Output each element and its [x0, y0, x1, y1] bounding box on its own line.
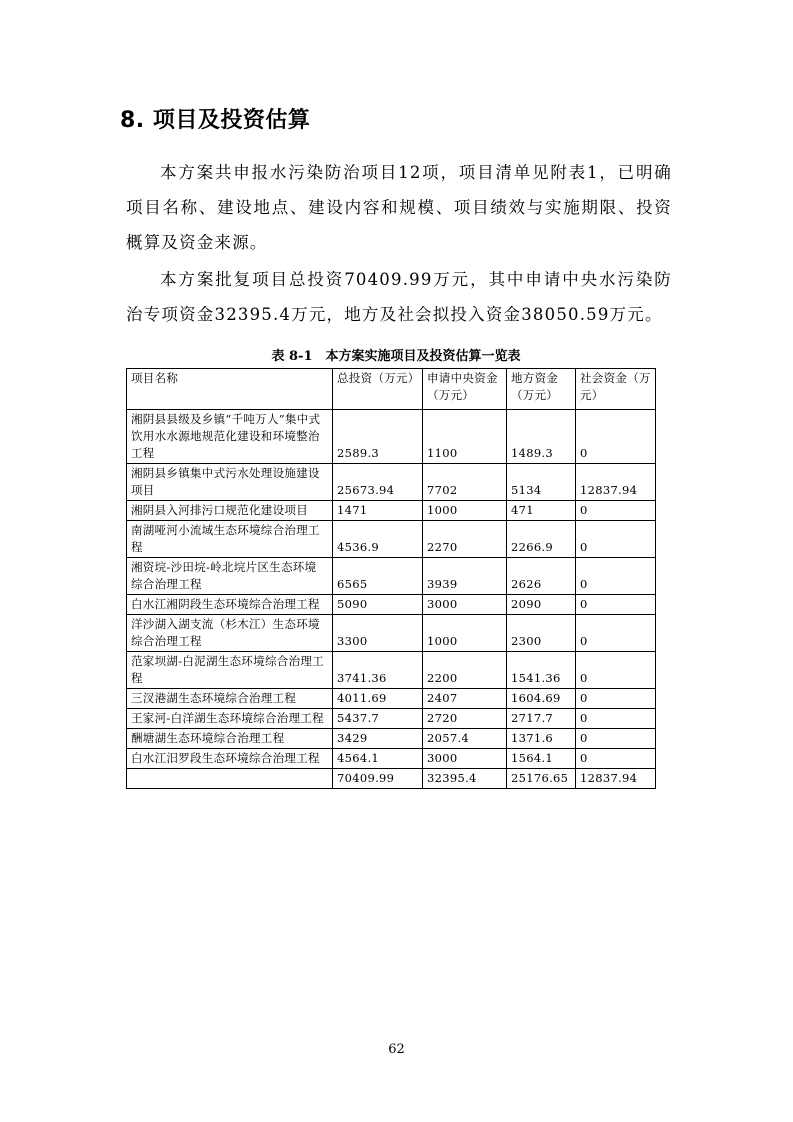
cell-local: 1541.36 — [507, 652, 576, 689]
table-row — [127, 410, 656, 464]
cell-local: 2626 — [507, 558, 576, 595]
cell-local: 2300 — [507, 615, 576, 652]
header-social-funds: 社会资金（万元） — [576, 369, 656, 410]
cell-project-name: 王家河-白洋湖生态环境综合治理工程 — [127, 709, 333, 729]
header-central-funds: 申请中央资金（万元） — [423, 369, 507, 410]
cell-social: 0 — [576, 709, 656, 729]
cell-central: 2720 — [423, 709, 507, 729]
cell-local: 2266.9 — [507, 521, 576, 558]
paragraph-overview: 本方案共申报水污染防治项目12项，项目清单见附表1，已明确项目名称、建设地点、建设内容和规模、项目绩效与实施期限、投资概算及资金来源。 — [126, 163, 672, 252]
cell-project-name: 洋沙湖入湖支流（杉木江）生态环境综合治理工程 — [127, 615, 333, 652]
table-row — [127, 501, 656, 521]
table-row — [127, 749, 656, 769]
paragraph-investment: 本方案批复项目总投资70409.99万元，其中申请中央水污染防治专项资金32395.4万元，地方及社会拟投入资金38050.59万元。 — [126, 270, 672, 324]
cell-project-name: 酬塘湖生态环境综合治理工程 — [127, 729, 333, 749]
table-row — [127, 521, 656, 558]
cell-total-sum: 70409.99 — [333, 769, 423, 789]
cell-social-sum: 12837.94 — [576, 769, 656, 789]
cell-local: 1371.6 — [507, 729, 576, 749]
cell-local: 1489.3 — [507, 410, 576, 464]
table-row — [127, 558, 656, 595]
cell-social: 0 — [576, 615, 656, 652]
cell-project-name: 湘阴县乡镇集中式污水处理设施建设项目 — [127, 464, 333, 501]
cell-total: 3429 — [333, 729, 423, 749]
cell-central-sum: 32395.4 — [423, 769, 507, 789]
cell-total: 1471 — [333, 501, 423, 521]
cell-social: 0 — [576, 749, 656, 769]
cell-project-name: 白水江湘阴段生态环境综合治理工程 — [127, 595, 333, 615]
table-row — [127, 709, 656, 729]
cell-project-name: 三汊港湖生态环境综合治理工程 — [127, 689, 333, 709]
cell-total: 5437.7 — [333, 709, 423, 729]
cell-total: 4536.9 — [333, 521, 423, 558]
cell-total: 3741.36 — [333, 652, 423, 689]
cell-social: 0 — [576, 410, 656, 464]
table-row — [127, 729, 656, 749]
cell-social: 0 — [576, 558, 656, 595]
cell-social: 0 — [576, 501, 656, 521]
cell-central: 3000 — [423, 595, 507, 615]
cell-project-name: 湘阴县县级及乡镇“千吨万人”集中式饮用水水源地规范化建设和环境整治工程 — [127, 410, 333, 464]
cell-social: 0 — [576, 521, 656, 558]
cell-central: 2057.4 — [423, 729, 507, 749]
cell-social: 0 — [576, 729, 656, 749]
cell-total: 2589.3 — [333, 410, 423, 464]
cell-total: 4564.1 — [333, 749, 423, 769]
cell-total-label — [127, 769, 333, 789]
cell-social: 0 — [576, 595, 656, 615]
page-number: 62 — [388, 1042, 405, 1057]
cell-total: 6565 — [333, 558, 423, 595]
table-row — [127, 652, 656, 689]
cell-total: 5090 — [333, 595, 423, 615]
cell-total: 25673.94 — [333, 464, 423, 501]
cell-social: 12837.94 — [576, 464, 656, 501]
table-row — [127, 595, 656, 615]
cell-local-sum: 25176.65 — [507, 769, 576, 789]
cell-project-name: 湘阴县入河排污口规范化建设项目 — [127, 501, 333, 521]
cell-local: 2090 — [507, 595, 576, 615]
header-project-name: 项目名称 — [127, 369, 333, 410]
cell-local: 471 — [507, 501, 576, 521]
cell-central: 1100 — [423, 410, 507, 464]
cell-total: 4011.69 — [333, 689, 423, 709]
cell-local: 1564.1 — [507, 749, 576, 769]
table-caption: 表 8-1 本方案实施项目及投资估算一览表 — [271, 349, 521, 364]
cell-social: 0 — [576, 689, 656, 709]
cell-project-name: 湘资垸-沙田垸-岭北垸片区生态环境综合治理工程 — [127, 558, 333, 595]
section-heading: 8. 项目及投资估算 — [120, 108, 311, 133]
table-total-row — [127, 769, 656, 789]
cell-social: 0 — [576, 652, 656, 689]
cell-central: 1000 — [423, 615, 507, 652]
cell-central: 1000 — [423, 501, 507, 521]
header-local-funds: 地方资金（万元） — [507, 369, 576, 410]
table-header-row — [127, 369, 656, 410]
cell-central: 2270 — [423, 521, 507, 558]
table-row — [127, 689, 656, 709]
cell-local: 1604.69 — [507, 689, 576, 709]
table-row — [127, 464, 656, 501]
cell-central: 7702 — [423, 464, 507, 501]
header-total-investment: 总投资（万元） — [333, 369, 423, 410]
cell-central: 3939 — [423, 558, 507, 595]
cell-central: 2200 — [423, 652, 507, 689]
cell-total: 3300 — [333, 615, 423, 652]
table-row — [127, 615, 656, 652]
cell-central: 3000 — [423, 749, 507, 769]
cell-project-name: 范家坝湖-白泥湖生态环境综合治理工程 — [127, 652, 333, 689]
investment-table — [126, 368, 656, 789]
cell-local: 5134 — [507, 464, 576, 501]
cell-local: 2717.7 — [507, 709, 576, 729]
cell-project-name: 白水江汨罗段生态环境综合治理工程 — [127, 749, 333, 769]
cell-project-name: 南湖哑河小流域生态环境综合治理工程 — [127, 521, 333, 558]
cell-central: 2407 — [423, 689, 507, 709]
